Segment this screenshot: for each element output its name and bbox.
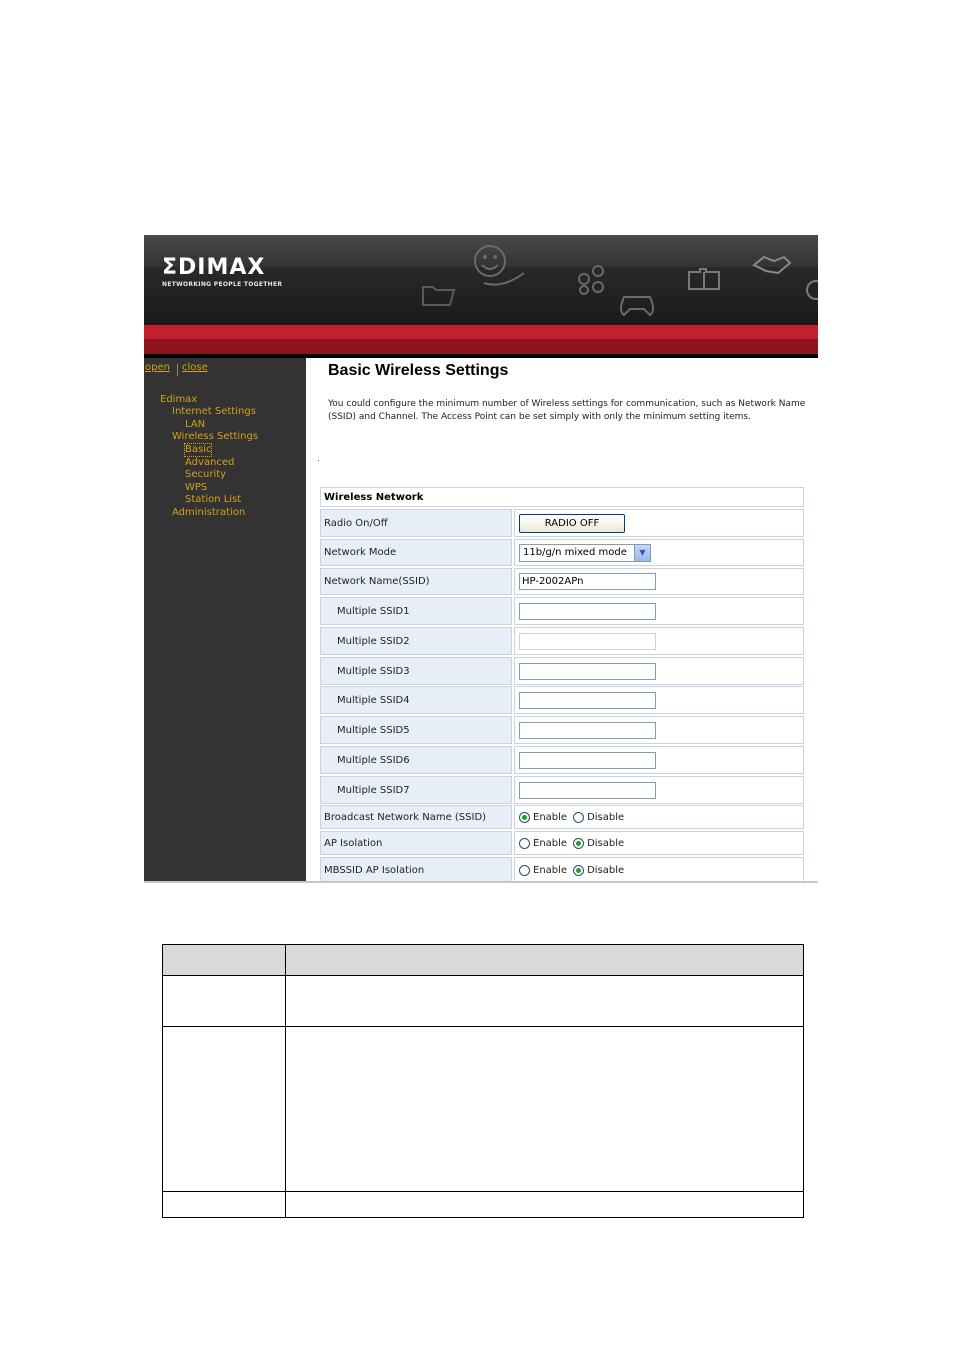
mssid5-input[interactable]	[519, 722, 656, 739]
mssid5-row	[320, 716, 804, 744]
nav-item-advanced[interactable]: Advanced	[185, 457, 235, 468]
ap-isolation-disable-radio[interactable]	[573, 838, 584, 849]
mssid1-input[interactable]	[519, 603, 656, 620]
edimax-logo	[162, 257, 287, 288]
ap-isolation-label: AP Isolation	[320, 831, 512, 855]
nodes-icon	[576, 263, 608, 295]
puzzle-icon	[686, 267, 724, 293]
header-banner	[144, 235, 818, 358]
page-title: Basic Wireless Settings	[328, 362, 509, 379]
mbssid-isolation-row	[320, 857, 804, 883]
banner-dark-red-stripe	[144, 339, 818, 354]
mbssid-enable-label: Enable	[533, 864, 568, 876]
banner-red-stripe	[144, 325, 818, 339]
mssid4-label: Multiple SSID4	[320, 686, 512, 714]
mssid6-row	[320, 746, 804, 774]
mssid7-label: Multiple SSID7	[320, 776, 512, 804]
table-column-divider	[285, 945, 286, 1217]
nav-item-administration[interactable]: Administration	[172, 507, 246, 518]
smiley-hand-icon	[472, 243, 532, 291]
sidebar-open-link[interactable]: open	[145, 362, 170, 373]
mssid3-label: Multiple SSID3	[320, 657, 512, 685]
nav-item-internet-settings[interactable]: Internet Settings	[172, 406, 256, 417]
broadcast-enable-label: Enable	[533, 811, 568, 823]
ssid-row	[320, 568, 804, 595]
sidebar-link-separator	[177, 364, 178, 376]
broadcast-enable-radio[interactable]	[519, 812, 530, 823]
mbssid-disable-label: Disable	[587, 864, 625, 876]
mbssid-enable-radio[interactable]	[519, 865, 530, 876]
table-row-divider-2	[163, 1191, 803, 1192]
network-mode-value: 11b/g/n mixed mode	[523, 546, 627, 558]
broadcast-ssid-label: Broadcast Network Name (SSID)	[320, 805, 512, 829]
radio-onoff-label: Radio On/Off	[320, 509, 512, 537]
broadcast-disable-label: Disable	[587, 811, 625, 823]
network-mode-row	[320, 539, 804, 566]
mssid3-row	[320, 657, 804, 685]
mssid4-row	[320, 686, 804, 714]
ssid-input[interactable]: HP-2002APn	[519, 573, 656, 590]
ap-isolation-enable-label: Enable	[533, 837, 568, 849]
mssid7-row	[320, 776, 804, 804]
nav-item-edimax[interactable]: Edimax	[160, 394, 198, 405]
mssid2-row	[320, 627, 804, 655]
section-header-wireless-network: Wireless Network	[320, 487, 804, 507]
page-description: You could configure the minimum number of Wireless settings for communication, such as Network Name (SSID) and Channel. The Access Point can be set simply with only the minimum setting items.	[328, 399, 806, 422]
radio-onoff-row	[320, 509, 804, 537]
mssid5-label: Multiple SSID5	[320, 716, 512, 744]
nav-item-wps[interactable]: WPS	[185, 482, 208, 493]
mssid4-input[interactable]	[519, 692, 656, 709]
main-content	[306, 358, 818, 883]
mssid2-input[interactable]	[519, 633, 656, 650]
network-mode-label: Network Mode	[320, 539, 512, 566]
mssid6-input[interactable]	[519, 752, 656, 769]
mbssid-isolation-label: MBSSID AP Isolation	[320, 857, 512, 883]
screenshot-bottom-edge	[144, 881, 818, 883]
nav-item-lan[interactable]: LAN	[185, 419, 206, 430]
broadcast-disable-radio[interactable]	[573, 812, 584, 823]
logo-tagline: NETWORKING PEOPLE TOGETHER	[162, 281, 283, 288]
mssid7-input[interactable]	[519, 782, 656, 799]
mssid6-label: Multiple SSID6	[320, 746, 512, 774]
ap-isolation-row	[320, 831, 804, 855]
partial-circle-icon	[802, 277, 818, 303]
broadcast-ssid-row	[320, 805, 804, 829]
table-row-divider-1	[163, 1026, 803, 1027]
description-table	[162, 944, 804, 1218]
folder-icon	[420, 279, 458, 309]
router-admin-screenshot	[144, 235, 818, 883]
nav-item-security[interactable]: Security	[185, 469, 227, 480]
network-mode-select[interactable]	[519, 544, 651, 562]
mssid3-input[interactable]	[519, 663, 656, 680]
ssid-label: Network Name(SSID)	[320, 568, 512, 595]
mssid1-row	[320, 597, 804, 625]
table-header-row	[163, 945, 803, 976]
sidebar	[144, 358, 306, 883]
mssid2-label: Multiple SSID2	[320, 627, 512, 655]
radio-off-button[interactable]: RADIO OFF	[519, 514, 625, 533]
nav-item-wireless-settings[interactable]: Wireless Settings	[172, 431, 259, 442]
handshake-icon	[752, 251, 792, 277]
gamepad-icon	[618, 291, 658, 319]
mssid1-label: Multiple SSID1	[320, 597, 512, 625]
chevron-down-icon[interactable]: ▼	[634, 545, 650, 561]
logo-brand: ΣDIMAX	[162, 255, 266, 280]
nav-item-basic[interactable]: Basic	[185, 444, 212, 455]
nav-item-station-list[interactable]: Station List	[185, 494, 242, 505]
mbssid-disable-radio[interactable]	[573, 865, 584, 876]
sidebar-close-link[interactable]: close	[182, 362, 208, 373]
ap-isolation-disable-label: Disable	[587, 837, 625, 849]
ap-isolation-enable-radio[interactable]	[519, 838, 530, 849]
section-header-row	[320, 487, 804, 507]
stray-dot	[318, 460, 319, 461]
